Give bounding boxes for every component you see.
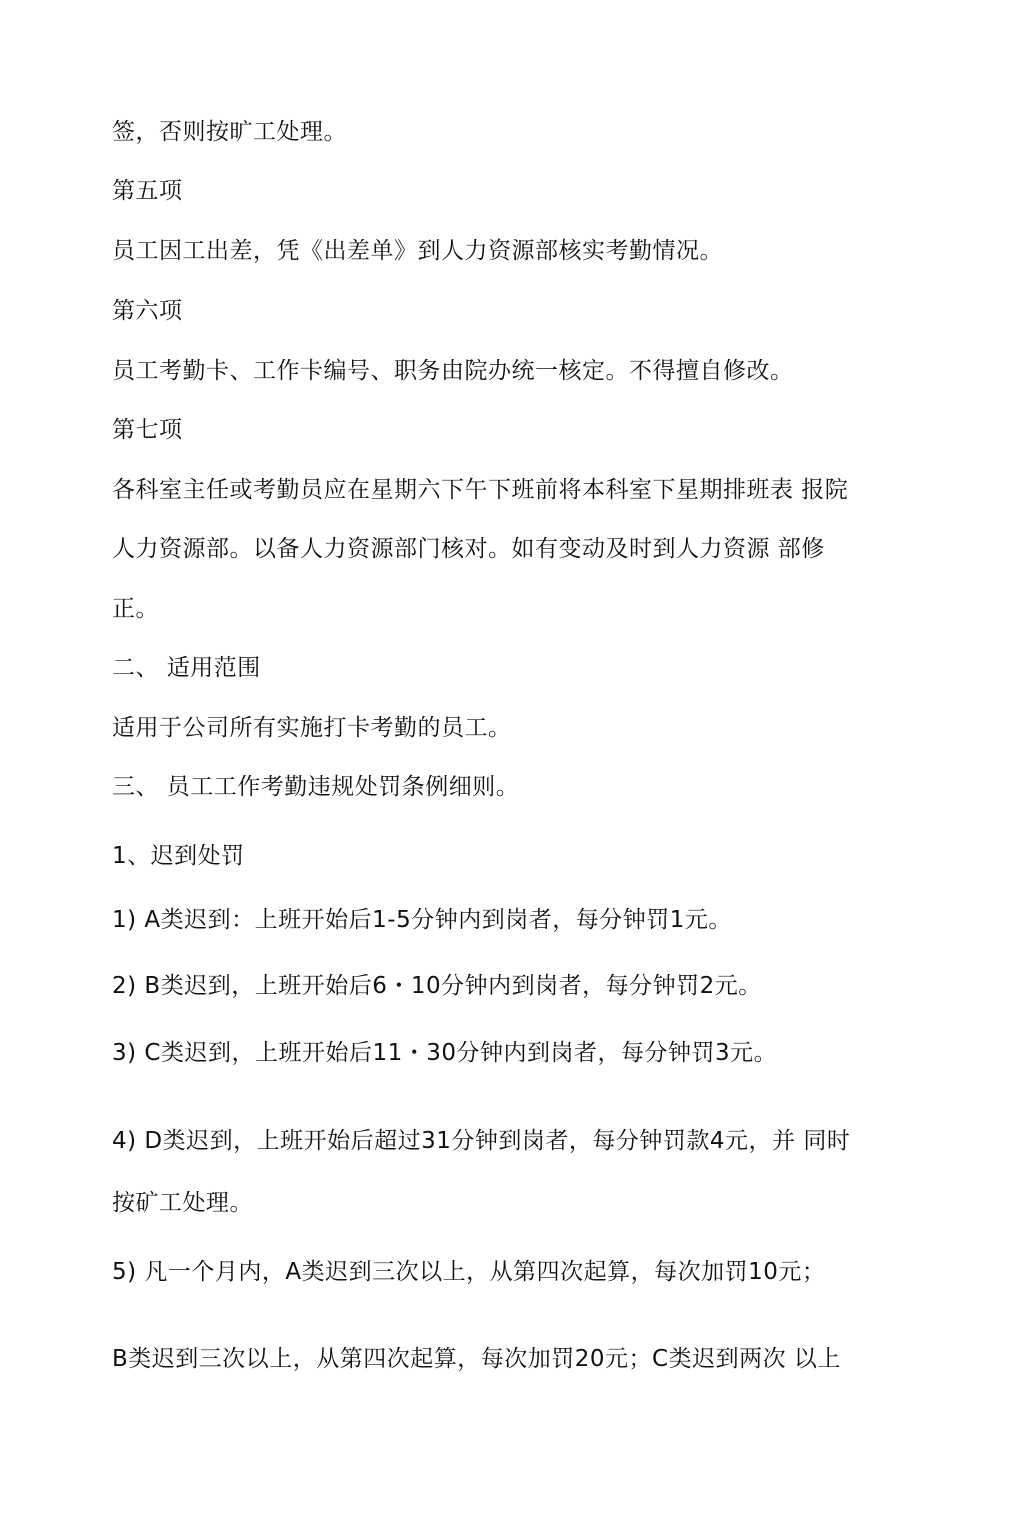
- text-line: 人力资源部。以备人力资源部门核对。如有变动及时到人力资源 部修: [112, 536, 825, 562]
- text-line: 按矿工处理。: [112, 1190, 253, 1216]
- text-line: B类迟到三次以上，从第四次起算，每次加罚20元；C类迟到两次 以上: [112, 1346, 841, 1372]
- list-item: 2) B类迟到，上班开始后6・10分钟内到岗者，每分钟罚2元。: [112, 973, 762, 999]
- list-item: 1) A类迟到：上班开始后1-5分钟内到岗者，每分钟罚1元。: [112, 907, 732, 933]
- text-line: 员工因工出差，凭《出差单》到人力资源部核实考勤情况。: [112, 238, 723, 264]
- list-item: 3) C类迟到，上班开始后11・30分钟内到岗者，每分钟罚3元。: [112, 1040, 778, 1066]
- text-line: 正。: [112, 596, 159, 622]
- section-heading-scope: 二、 适用范围: [112, 655, 261, 681]
- section-heading-penalties: 三、 员工工作考勤违规处罚条例细则。: [112, 774, 520, 800]
- section-heading-item-7: 第七项: [112, 417, 183, 443]
- list-item: 4) D类迟到，上班开始后超过31分钟到岗者，每分钟罚款4元，并 同时: [112, 1128, 851, 1154]
- section-heading-item-5: 第五项: [112, 178, 183, 204]
- section-heading-item-6: 第六项: [112, 298, 183, 324]
- subsection-heading-late: 1、迟到处罚: [112, 843, 245, 869]
- text-line: 签，否则按旷工处理。: [112, 119, 347, 145]
- list-item: 5) 凡一个月内，A类迟到三次以上，从第四次起算，每次加罚10元；: [112, 1259, 826, 1285]
- text-line: 各科室主任或考勤员应在星期六下午下班前将本科室下星期排班表 报院: [112, 477, 849, 503]
- text-line: 适用于公司所有实施打卡考勤的员工。: [112, 715, 512, 741]
- text-line: 员工考勤卡、工作卡编号、职务由院办统一核定。不得擅自修改。: [112, 358, 794, 384]
